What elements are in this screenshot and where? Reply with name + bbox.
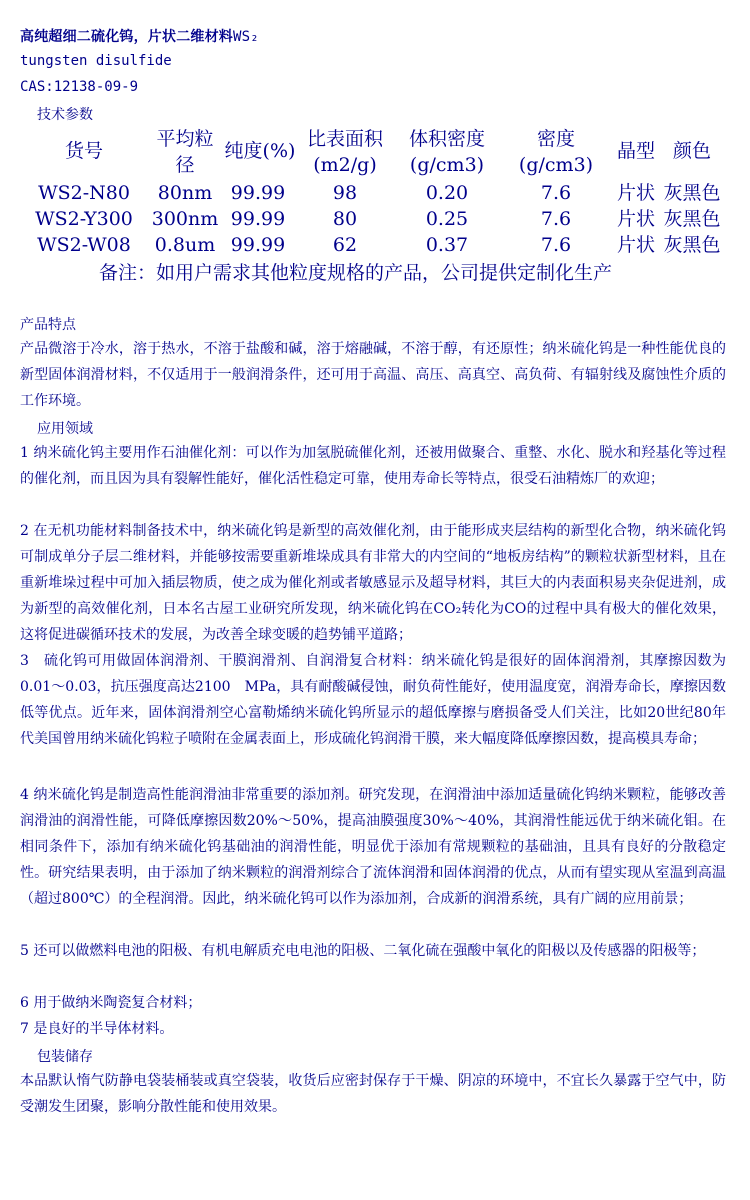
cell-density: 7.6 (540, 208, 572, 230)
applications-heading: 应用领域 (37, 421, 93, 437)
cell-crystal: 片状 (616, 208, 656, 230)
cell-size: 80nm (157, 182, 213, 204)
cas-number: CAS:12138-09-9 (20, 79, 139, 95)
product-title: 高纯超细二硫化钨，片状二维材料WS₂ (20, 29, 259, 45)
cell-color: 灰黑色 (663, 182, 721, 204)
header-density: 密度 (g/cm3) (518, 128, 594, 176)
cell-size: 300nm (151, 208, 219, 230)
header-purity: 纯度(%) (224, 140, 296, 162)
cell-color: 灰黑色 (663, 234, 721, 256)
cell-sku: WS2-N80 (38, 182, 130, 204)
table-note: 备注：如用户需求其他粒度规格的产品，公司提供定制化生产 (99, 262, 613, 284)
cell-purity: 99.99 (230, 182, 286, 204)
cell-size: 0.8um (154, 234, 216, 256)
application-item: 7 是良好的半导体材料。 (20, 1021, 174, 1037)
cell-ssa: 62 (332, 234, 358, 256)
english-name: tungsten disulfide (20, 53, 172, 69)
cell-bulk-density: 0.25 (425, 208, 469, 230)
application-item: 4 纳米硫化钨是制造高性能润滑油非常重要的添加剂。研究发现，在润滑油中添加适量硫化钨纳米颗粒，能够改善润滑油的润滑性能，可降低摩擦因数20%～50%，提高油膜强度30%～40%，其润滑性能远优于纳米硫化钼。在相同条件下，添加有纳米硫化钨基础油的润滑性能，明显优于添加有常规颗粒的基础油，且具有良好的分散稳定性。研究结果表明，由于添加了纳米颗粒的润滑剂综合了流体润滑和固体润滑的优点，从而有望实现从室温到高温（超过800℃）的全程润滑。因此，纳米硫化钨可以作为添加剂，合成新的润滑系统，具有广阔的应用前景； (20, 787, 726, 907)
cell-ssa: 80 (332, 208, 358, 230)
cell-ssa: 98 (332, 182, 358, 204)
header-bulk-density: 体积密度 (g/cm3) (408, 128, 486, 176)
cell-density: 7.6 (540, 182, 572, 204)
header-color: 颜色 (672, 140, 712, 162)
cell-sku: WS2-Y300 (35, 208, 133, 230)
storage-text: 本品默认惰气防静电袋装桶装或真空袋装，收货后应密封保存于干燥、阴凉的环境中，不宜长久暴露于空气中，防受潮发生团聚，影响分散性能和使用效果。 (20, 1073, 726, 1115)
header-size: 平均粒 径 (156, 128, 214, 176)
header-sku: 货号 (64, 140, 104, 162)
cell-color: 灰黑色 (663, 208, 721, 230)
header-ssa: 比表面积 (m2/g) (306, 128, 384, 176)
application-item: 1 纳米硫化钨主要用作石油催化剂：可以作为加氢脱硫催化剂，还被用做聚合、重整、水化、脱水和羟基化等过程的催化剂，而且因为具有裂解性能好，催化活性稳定可靠，使用寿命长等特点，很受石油精炼厂的欢迎； (20, 445, 726, 487)
cell-density: 7.6 (540, 234, 572, 256)
cell-sku: WS2-W08 (37, 234, 131, 256)
features-text: 产品微溶于冷水，溶于热水，不溶于盐酸和碱，溶于熔融碱，不溶于醇，有还原性；纳米硫化钨是一种性能优良的新型固体润滑材料，不仅适用于一般润滑条件，还可用于高温、高压、高真空、高负荷、有辐射线及腐蚀性介质的工作环境。 (20, 341, 726, 409)
application-item: 2 在无机功能材料制备技术中，纳米硫化钨是新型的高效催化剂，由于能形成夹层结构的新型化合物，纳米硫化钨可制成单分子层二维材料，并能够按需要重新堆垛成具有非常大的内空间的“地板房结构”的颗粒状新型材料，且在重新堆垛过程中可加入插层物质，使之成为催化剂或者敏感显示及超导材料，其巨大的内表面积易夹杂促进剂，成为新型的高效催化剂，日本名古屋工业研究所发现，纳米硫化钨在CO₂转化为CO的过程中具有极大的催化效果，这将促进碳循环技术的发展，为改善全球变暖的趋势铺平道路； (20, 523, 726, 643)
cell-purity: 99.99 (230, 234, 286, 256)
cell-crystal: 片状 (616, 182, 656, 204)
cell-crystal: 片状 (616, 234, 656, 256)
application-item: 5 还可以做燃料电池的阳极、有机电解质充电电池的阳极、二氧化硫在强酸中氧化的阳极以及传感器的阳极等； (20, 943, 706, 959)
features-heading: 产品特点 (20, 317, 76, 333)
storage-heading: 包装储存 (37, 1049, 93, 1065)
application-item: 3 硫化钨可用做固体润滑剂、干膜润滑剂、自润滑复合材料：纳米硫化钨是很好的固体润滑剂，其摩擦因数为0.01～0.03，抗压强度高达2100 MPa，具有耐酸碱侵蚀，耐负荷性能好，使用温度宽，润滑寿命长，摩擦因数低等优点。近年来，固体润滑剂空心富勒烯纳米硫化钨所显示的超低摩擦与磨损备受人们关注，比如20世纪80年代美国曾用纳米硫化钨粒子喷附在金属表面上，形成硫化钨润滑干膜，来大幅度降低摩擦因数，提高模具寿命； (20, 653, 726, 747)
cell-bulk-density: 0.20 (425, 182, 469, 204)
cell-bulk-density: 0.37 (425, 234, 469, 256)
tech-params-label: 技术参数 (37, 107, 93, 123)
header-crystal: 晶型 (616, 140, 656, 162)
cell-purity: 99.99 (230, 208, 286, 230)
application-item: 6 用于做纳米陶瓷复合材料； (20, 995, 202, 1011)
